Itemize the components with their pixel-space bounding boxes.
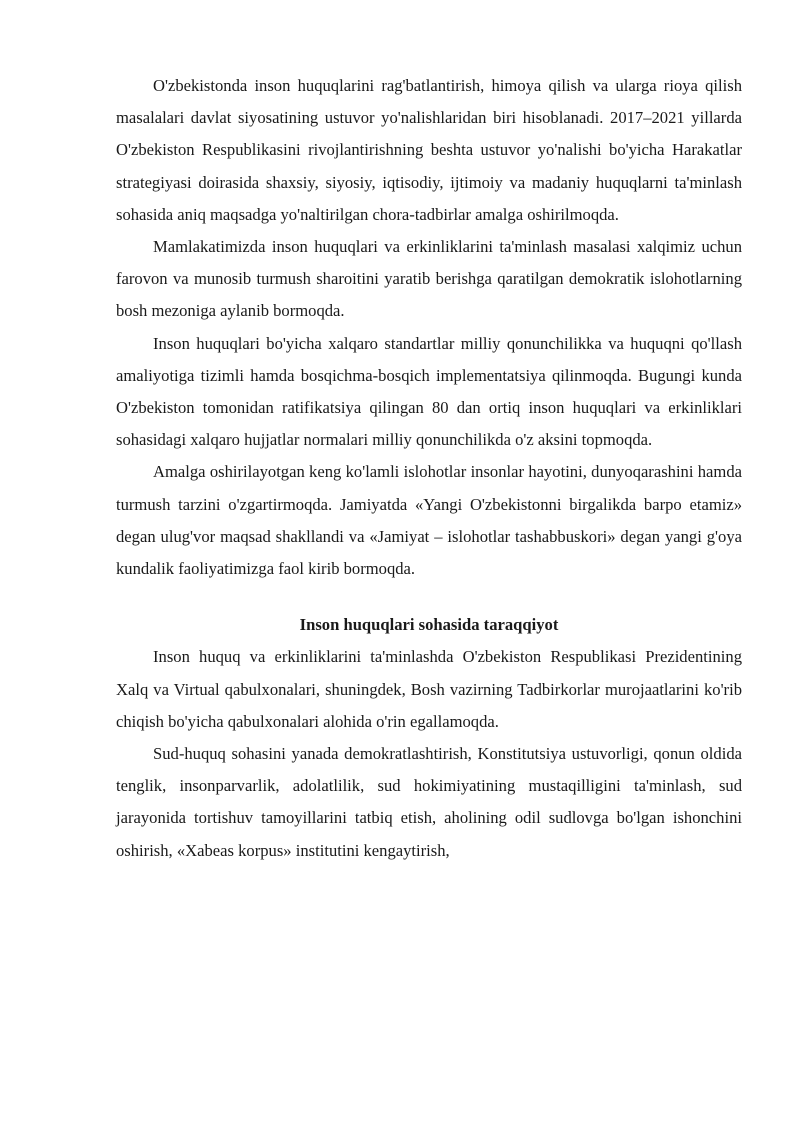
paragraph-3: Inson huquqlari bo'yicha xalqaro standartlar milliy qonunchilikka va huquqni qo'llash amaliyotiga tizimli hamda bosqichma-bosqich implementatsiya qilinmoqda. Bugungi kunda O'zbekiston tomonidan ratifikatsiya qilingan 80 dan ortiq inson huquqlari va erkinliklari sohasidagi xalqaro hujjatlar normalari milliy qonunchilikda o'z aksini topmoqda. bbox=[116, 333, 742, 450]
document-body bbox=[116, 70, 742, 867]
paragraph-6: Sud-huquq sohasini yanada demokratlashtirish, Konstitutsiya ustuvorligi, qonun oldida tenglik, insonparvarlik, adolatlilik, sud hokimiyatining mustaqilligini ta'minlash, sud jarayonida tortishuv tamoyillarini tatbiq etish, aholining odil sudlovga bo'lgan ishonchini oshirish, «Xabeas korpus» institutini kengaytirish, bbox=[116, 744, 742, 860]
section-heading: Inson huquqlari sohasida taraqqiyot bbox=[299, 615, 559, 635]
paragraph-4: Amalga oshirilayotgan keng ko'lamli islohotlar insonlar hayotini, dunyoqarashini hamda turmush tarzini o'zgartirmoqda. Jamiyatda «Yangi O'zbekistonni birgalikda barpo etamiz» degan ulug'vor maqsad shakllandi va «Jamiyat – islohotlar tashabbuskori» degan yangi g'oya kundalik faoliyatimizga faol kirib bormoqda. bbox=[116, 462, 742, 579]
paragraph-2: Mamlakatimizda inson huquqlari va erkinliklarini ta'minlash masalasi xalqimiz uchun farovon va munosib turmush sharoitini yaratib berishga qaratilgan demokratik islohotlarning bosh mezoniga aylanib bormoqda. bbox=[116, 237, 742, 321]
paragraph-5: Inson huquq va erkinliklarini ta'minlashda O'zbekiston Respublikasi Prezidentining Xalq va Virtual qabulxonalari, shuningdek, Bosh vazirning Tadbirkorlar murojaatlarini ko'rib chiqish bo'yicha qabulxonalari alohida o'rin egallamoqda. bbox=[116, 647, 742, 731]
paragraph-1: O'zbekistonda inson huquqlarini rag'batlantirish, himoya qilish va ularga rioya qilish masalalari davlat siyosatining ustuvor yo'nalishlaridan biri hisoblanadi. 2017–2021 yillarda O'zbekiston Respublikasini rivojlantirishning beshta ustuvor yo'nalishi bo'yicha Harakatlar strategiyasi doirasida shaxsiy, siyosiy, iqtisodiy, ijtimoiy va madaniy huquqlarni ta'minlash sohasida aniq maqsadga yo'naltirilgan chora-tadbirlar amalga oshirilmoqda. bbox=[116, 76, 742, 224]
